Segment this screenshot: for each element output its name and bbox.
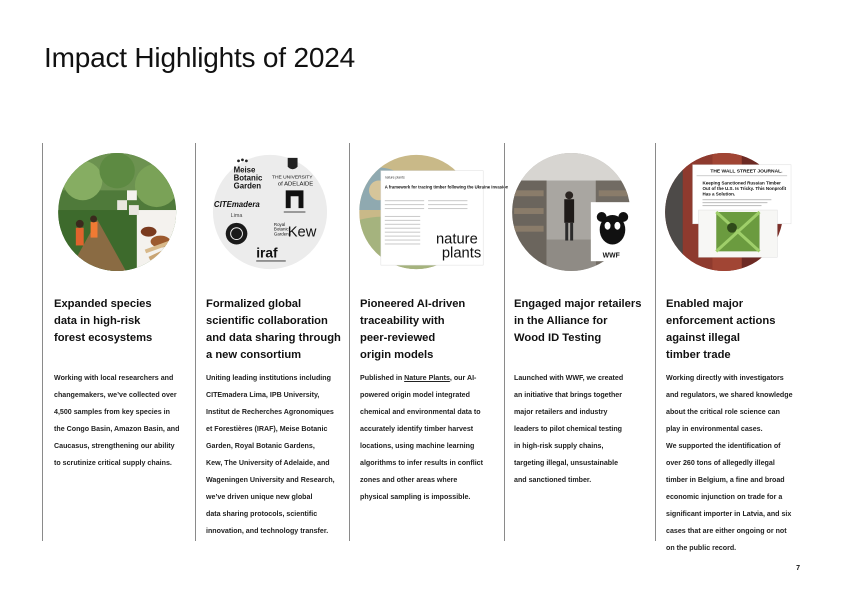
nature-plants-article-image xyxy=(358,151,508,273)
page-number: 7 xyxy=(796,565,800,572)
article-title: A framework for tracing timber following the Ukraine invasion xyxy=(384,184,508,190)
highlight-column-ai-traceability xyxy=(349,143,508,541)
page-title: Impact Highlights of 2024 xyxy=(44,42,355,73)
highlight-body: Published in Nature Plants, our AI- powered origin model integrated chemical and environmental data to accurately identify timber harvest locations, using machine learning algorithms to infer results in conflict zones and other areas where physical sampling is impossible. xyxy=(360,374,483,501)
nature-plants-logo: nature xyxy=(435,231,478,248)
highlight-heading: Pioneered AI-driven traceability with peer-reviewed origin models xyxy=(360,298,466,361)
highlight-body: Uniting leading institutions including CITEmadera Lima, IPB University, Institut de Recherches Agronomiques et Forestières (IRAF), Meise Botanic Garden, Royal Botanic Gardens, Kew, The University of Adelaide, and Wageningen University and Research, we’ve driven unique new global data sharing protocols, scientific innovation, and technology transfer. xyxy=(206,374,335,535)
highlight-heading: Expanded species data in high-risk forest ecosystems xyxy=(54,298,153,344)
highlight-column-consortium xyxy=(195,143,349,541)
wsj-headline: Keeping Sanctioned Russian Timber xyxy=(702,180,781,186)
highlight-column-species-data xyxy=(42,143,195,541)
svg-text:Has a Solution.: Has a Solution. xyxy=(702,191,736,197)
iraf-logo: iraf xyxy=(256,245,278,261)
nature-plants-link[interactable]: Nature Plants xyxy=(404,374,450,382)
svg-text:plants: plants xyxy=(441,245,482,262)
highlight-heading: Engaged major retailers in the Alliance for Wood ID Testing xyxy=(514,298,642,344)
meise-logo: Meise xyxy=(233,165,256,175)
wsj-article-image xyxy=(662,151,802,273)
svg-text:Out of the U.S. Is Tricky. Thi: Out of the U.S. Is Tricky. This Nonprofit xyxy=(702,185,787,191)
highlight-body: Working with local researchers and changemakers, we’ve collected over 4,500 samples from key species in the Congo Basin, Amazon Basin, and Caucasus, strengthening our ability to scrutinize critical supply chains. xyxy=(54,374,180,467)
highlight-column-enforcement xyxy=(655,143,805,552)
svg-text:Royal: Royal xyxy=(273,221,286,227)
citemadera-logo: CITEmadera xyxy=(213,200,260,210)
highlight-column-retailers xyxy=(504,143,655,541)
svg-text:THE UNIVERSITY: THE UNIVERSITY xyxy=(271,175,313,181)
svg-text:nature plants: nature plants xyxy=(384,175,405,180)
highlight-heading: Enabled major enforcement actions against illegal timber trade xyxy=(666,298,776,361)
warehouse-wwf-image xyxy=(511,151,651,273)
svg-text:Botanic: Botanic xyxy=(273,226,289,232)
svg-text:Garden: Garden xyxy=(233,181,262,191)
svg-text:Botanic: Botanic xyxy=(233,173,263,183)
highlight-heading: Formalized global scientific collaboration and data sharing through a new consortium xyxy=(206,298,341,361)
wsj-masthead: THE WALL STREET JOURNAL. xyxy=(710,169,783,175)
adelaide-crest-icon xyxy=(288,158,298,169)
kew-logo: Kew xyxy=(287,224,317,241)
ipb-university-logo xyxy=(226,223,248,245)
svg-text:Gardens: Gardens xyxy=(273,231,291,237)
forest-fieldwork-image xyxy=(57,151,197,273)
wwf-logo-text: WWF xyxy=(602,252,620,260)
highlight-body: Launched with WWF, we created an initiative that brings together major retailers and industry leaders to pilot chemical testing in high-risk supply chains, targeting illegal, unsustainable and sanctioned timber. xyxy=(514,374,624,484)
highlight-body: Working directly with investigators and regulators, we shared knowledge about the critical role science can play in environmental cases. We supported the identification of over 260 tons of allegedly illegal timber in Belgium, a fine and broad economic injunction on trade for a significant importer in Latvia, and six cases that are either ongoing or not on the public record. xyxy=(666,374,793,552)
svg-text:Lima: Lima xyxy=(230,212,243,219)
consortium-logos-image xyxy=(200,151,340,273)
svg-text:of ADELAIDE: of ADELAIDE xyxy=(277,181,314,188)
